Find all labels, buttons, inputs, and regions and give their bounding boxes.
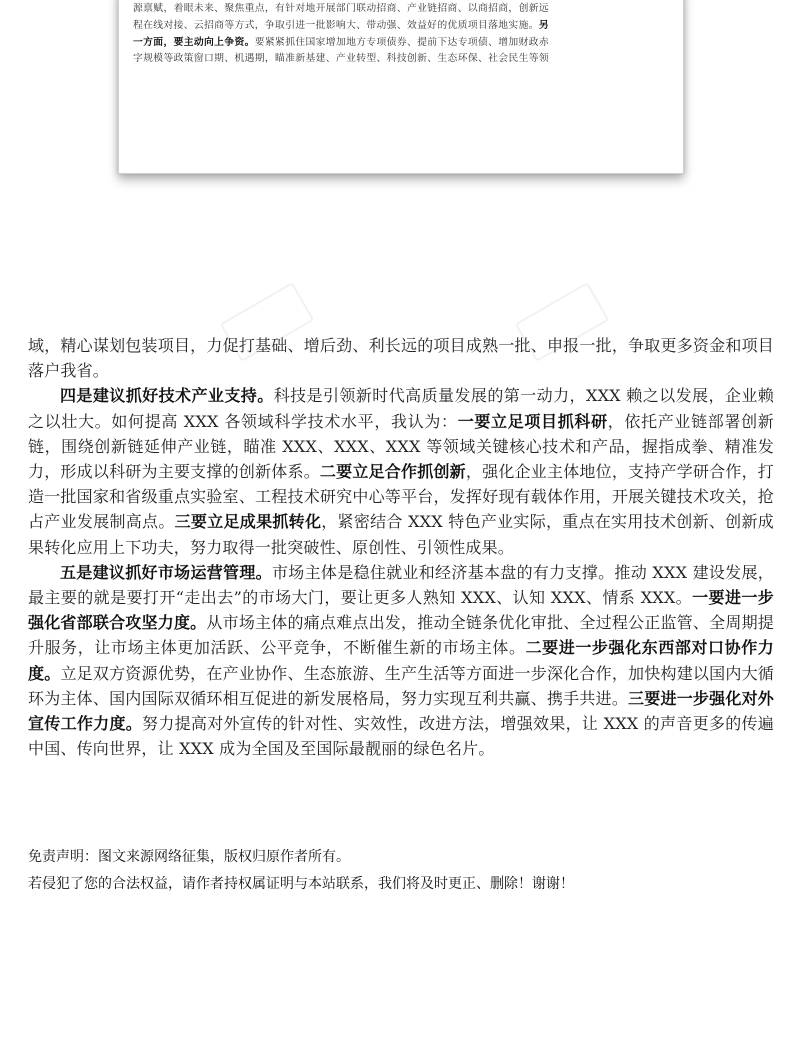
paragraph-text: 立足双方资源优势，在产业协作、生态旅游、生产生活等方面进一步深化合作，加快构建以国内大循环为主体、国内国际双循环相互促进的新发展格局，努力实现互利共赢、携手共进。 bbox=[28, 663, 774, 708]
key-point: 二要进一步强化东西部对口协作力度。 bbox=[28, 638, 774, 683]
paragraph-text: ，依托产业链部署创新链，围绕创新链延伸产业链，瞄准 XXX、XXX、XXX 等领域关键核心技术和产品，握指成拳、精准发力，形成以科研为主要支撑的创新体系。 bbox=[28, 411, 774, 482]
disclaimer-line: 免责声明：图文来源网络征集，版权归原作者所有。 bbox=[28, 849, 350, 865]
key-point: 一要立足项目抓科研 bbox=[457, 411, 608, 431]
preview-line bbox=[133, 18, 669, 35]
article-paragraph bbox=[28, 383, 774, 559]
preview-page-card bbox=[118, 0, 684, 174]
article-paragraph bbox=[28, 560, 774, 762]
paragraph-text: 从市场主体的痛点难点出发，推动全链条优化审批、全过程公正监管、全周期提升服务，让市场主体更加活跃、公平竞争，不断催生新的市场主体。 bbox=[28, 613, 774, 658]
preview-line-text: 要紧紧抓住国家增加地方专项债券、提前下达专项债、增加财政赤 bbox=[254, 36, 550, 48]
document-preview bbox=[0, 0, 800, 200]
preview-page-text bbox=[133, 1, 669, 68]
disclaimer-line: 若侵犯了您的合法权益，请作者持权属证明与本站联系，我们将及时更正、删除！谢谢！ bbox=[28, 876, 574, 892]
preview-line-text: 程在线对接、云招商等方式，争取引进一批影响大、带动强、效益好的优质项目落地实施。 bbox=[133, 19, 539, 31]
article-paragraph: 域，精心谋划包装项目，力促打基础、增后劲、利长远的项目成熟一批、申报一批，争取更多资金和项目落户我省。 bbox=[28, 336, 774, 381]
key-point: 三要进一步强化对外宣传工作力度。 bbox=[28, 688, 774, 734]
article-body bbox=[28, 333, 774, 761]
key-point: 二要立足合作抓创新 bbox=[319, 462, 466, 482]
section-heading: 五是建议抓好市场运营管理。 bbox=[60, 562, 272, 582]
section-heading: 四是建议抓好技术产业支持。 bbox=[60, 386, 274, 406]
paragraph-text: 市场主体是稳住就业和经济基本盘的有力支撑。推动 XXX 建设发展，最主要的就是要打开“走出去”的市场大门，要让更多人熟知 XXX、认知 XXX、情系 XXX。 bbox=[28, 562, 774, 608]
paragraph-text: ，紧密结合 XXX 特色产业实际，重点在实用技术创新、创新成果转化应用上下功夫，努力取得一批突破性、原创性、引领性成果。 bbox=[28, 512, 774, 557]
paragraph-text: 努力提高对外宣传的针对性、实效性，改进方法，增强效果，让 XXX 的声音更多的传遍中国、传向世界，让 XXX 成为全国及至国际最靓丽的绿色名片。 bbox=[28, 714, 774, 759]
preview-line: 字规模等政策窗口期、机遇期，瞄准新基建、产业转型、科技创新、生态环保、社会民生等领 bbox=[133, 53, 550, 65]
preview-bold-text: 一方面，要主动向上争资。 bbox=[133, 36, 255, 48]
key-point: 三要立足成果抓转化 bbox=[174, 512, 322, 532]
preview-bold-text: 另 bbox=[538, 19, 550, 31]
disclaimer bbox=[28, 844, 774, 898]
key-point: 一要进一步强化省部联合攻坚力度。 bbox=[28, 588, 774, 633]
preview-line bbox=[133, 35, 669, 52]
paragraph-text: 科技是引领新时代高质量发展的第一动力，XXX 赖之以发展，企业赖之以壮大。如何提高 XXX 各领域科学技术水平，我认为： bbox=[28, 386, 774, 431]
paragraph-text: ，强化企业主体地位，支持产学研合作，打造一批国家和省级重点实验室、工程技术研究中心等平台，发挥好现有载体作用，开展关键技术攻关，抢占产业发展制高点。 bbox=[28, 462, 774, 532]
preview-line: 源禀赋，着眼未来、聚焦重点，有针对地开展部门联动招商、产业链招商、以商招商，创新远 bbox=[133, 3, 550, 14]
